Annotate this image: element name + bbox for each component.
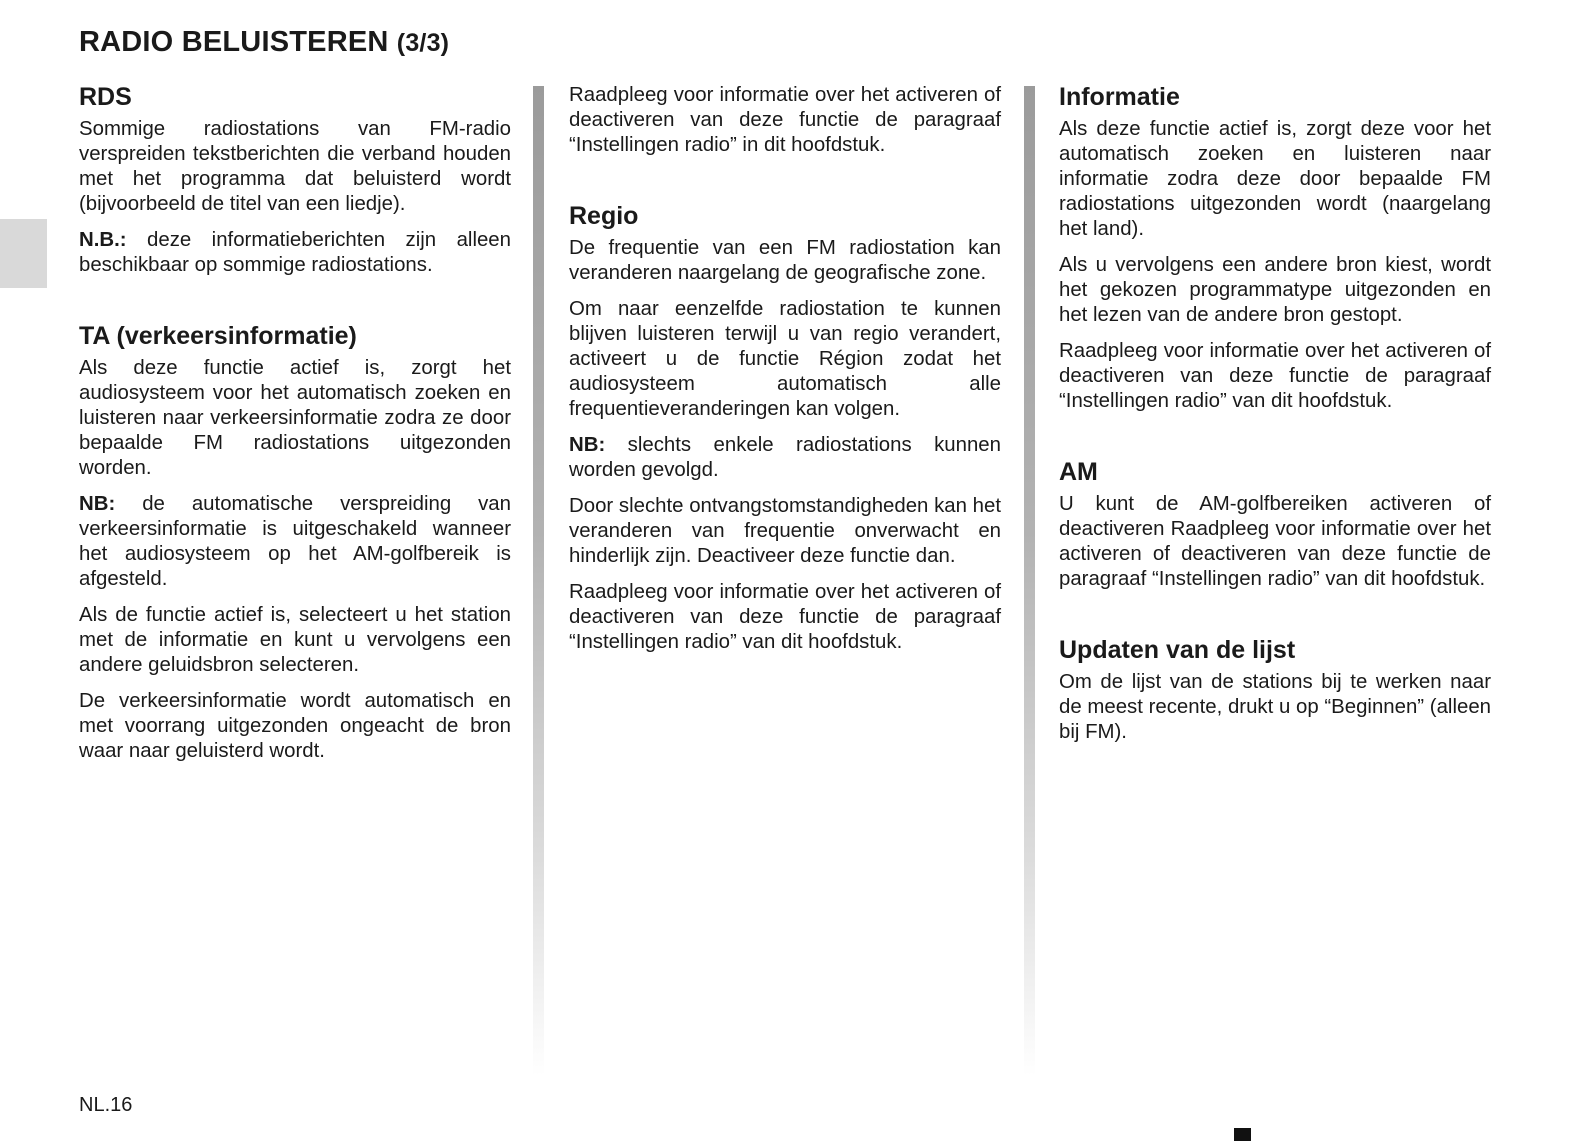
- column-left: [79, 82, 511, 764]
- intro-paragraph: Raadpleeg voor informatie over het activeren of deactiveren van deze functie de paragraaf “Instellingen radio” in dit hoofdstuk.: [569, 84, 1001, 156]
- rds-paragraph-1: Sommige radiostations van FM-radio verspreiden tekstberichten die verband houden met het programma dat beluisterd wordt (bijvoorbeeld de titel van een liedje).: [79, 118, 511, 215]
- regio-note-label: NB:: [569, 434, 606, 456]
- section-updaten: [1059, 635, 1491, 745]
- regio-note: [569, 433, 1001, 483]
- heading-regio: Regio: [569, 202, 639, 230]
- page-title: [79, 26, 449, 59]
- regio-note-text: slechts enkele radiostations kunnen worden gevolgd.: [569, 434, 1001, 481]
- chapter-tab-marker: [0, 219, 47, 288]
- rds-note: [79, 228, 511, 278]
- page-title-suffix: (3/3): [396, 29, 450, 57]
- rds-note-label: N.B.:: [79, 229, 127, 251]
- section-informatie: [1059, 82, 1491, 414]
- regio-paragraph-1: De frequentie van een FM radiostation kan veranderen naargelang de geografische zone.: [569, 237, 1001, 284]
- column-divider-left: [533, 86, 544, 1076]
- ta-note: [79, 492, 511, 592]
- ta-paragraph-1: Als deze functie actief is, zorgt het audiosysteem voor het automatisch zoeken en luisteren naar verkeersinformatie zodra ze door bepaalde FM radiostations uitgezonden worden.: [79, 357, 511, 479]
- section-regio: [569, 201, 1001, 655]
- heading-rds: RDS: [79, 83, 132, 111]
- heading-ta: TA (verkeersinformatie): [79, 322, 357, 350]
- informatie-paragraph-1: Als deze functie actief is, zorgt deze voor het automatisch zoeken en luisteren naar informatie zodra deze door bepaalde FM radiostations uitgezonden wordt (naargelang het land).: [1059, 118, 1491, 240]
- regio-paragraph-2: Om naar eenzelfde radiostation te kunnen blijven luisteren terwijl u van regio verandert, activeert u de functie Région zodat het audiosysteem automatisch alle frequentieveranderingen kan volgen.: [569, 298, 1001, 420]
- section-rds: [79, 82, 511, 278]
- updaten-paragraph-1: Om de lijst van de stations bij te werken naar de meest recente, drukt u op “Beginnen” (alleen bij FM).: [1059, 671, 1491, 743]
- informatie-paragraph-3: Raadpleeg voor informatie over het activeren of deactiveren van deze functie de paragraaf “Instellingen radio” van dit hoofdstuk.: [1059, 340, 1491, 412]
- heading-informatie: Informatie: [1059, 83, 1180, 111]
- rds-note-text: deze informatieberichten zijn alleen beschikbaar op sommige radiostations.: [79, 229, 511, 276]
- regio-paragraph-4: Door slechte ontvangstomstandigheden kan het veranderen van frequentie onverwacht en hinderlijk zijn. Deactiveer deze functie dan.: [569, 495, 1001, 567]
- ta-note-label: NB:: [79, 493, 116, 515]
- column-middle: [569, 82, 1001, 655]
- regio-paragraph-5: Raadpleeg voor informatie over het activeren of deactiveren van deze functie de paragraaf “Instellingen radio” van dit hoofdstuk.: [569, 581, 1001, 653]
- ta-paragraph-3: Als de functie actief is, selecteert u het station met de informatie en kunt u vervolgens een andere geluidsbron selecteren.: [79, 604, 511, 676]
- page-title-text: RADIO BELUISTEREN: [79, 26, 389, 58]
- page-corner-mark: [1234, 1128, 1251, 1141]
- section-ta: [79, 321, 511, 764]
- ta-paragraph-4: De verkeersinformatie wordt automatisch en met voorrang uitgezonden ongeacht de bron waar naar geluisterd wordt.: [79, 690, 511, 762]
- column-divider-right: [1024, 86, 1035, 1076]
- heading-updaten: Updaten van de lijst: [1059, 636, 1296, 664]
- column-right: [1059, 82, 1491, 745]
- heading-am: AM: [1059, 458, 1098, 486]
- am-paragraph-1: U kunt de AM-golfbereiken activeren of deactiveren Raadpleeg voor informatie over het activeren of deactiveren van deze functie de paragraaf “Instellingen radio” van dit hoofdstuk.: [1059, 493, 1491, 590]
- informatie-paragraph-2: Als u vervolgens een andere bron kiest, wordt het gekozen programmatype uitgezonden en het lezen van de andere bron gestopt.: [1059, 254, 1491, 326]
- ta-note-text: de automatische verspreiding van verkeersinformatie is uitgeschakeld wanneer het audiosysteem op het AM-golfbereik is afgesteld.: [79, 493, 511, 590]
- section-intro: [569, 83, 1001, 158]
- page-number: NL.16: [79, 1094, 133, 1116]
- section-am: [1059, 457, 1491, 592]
